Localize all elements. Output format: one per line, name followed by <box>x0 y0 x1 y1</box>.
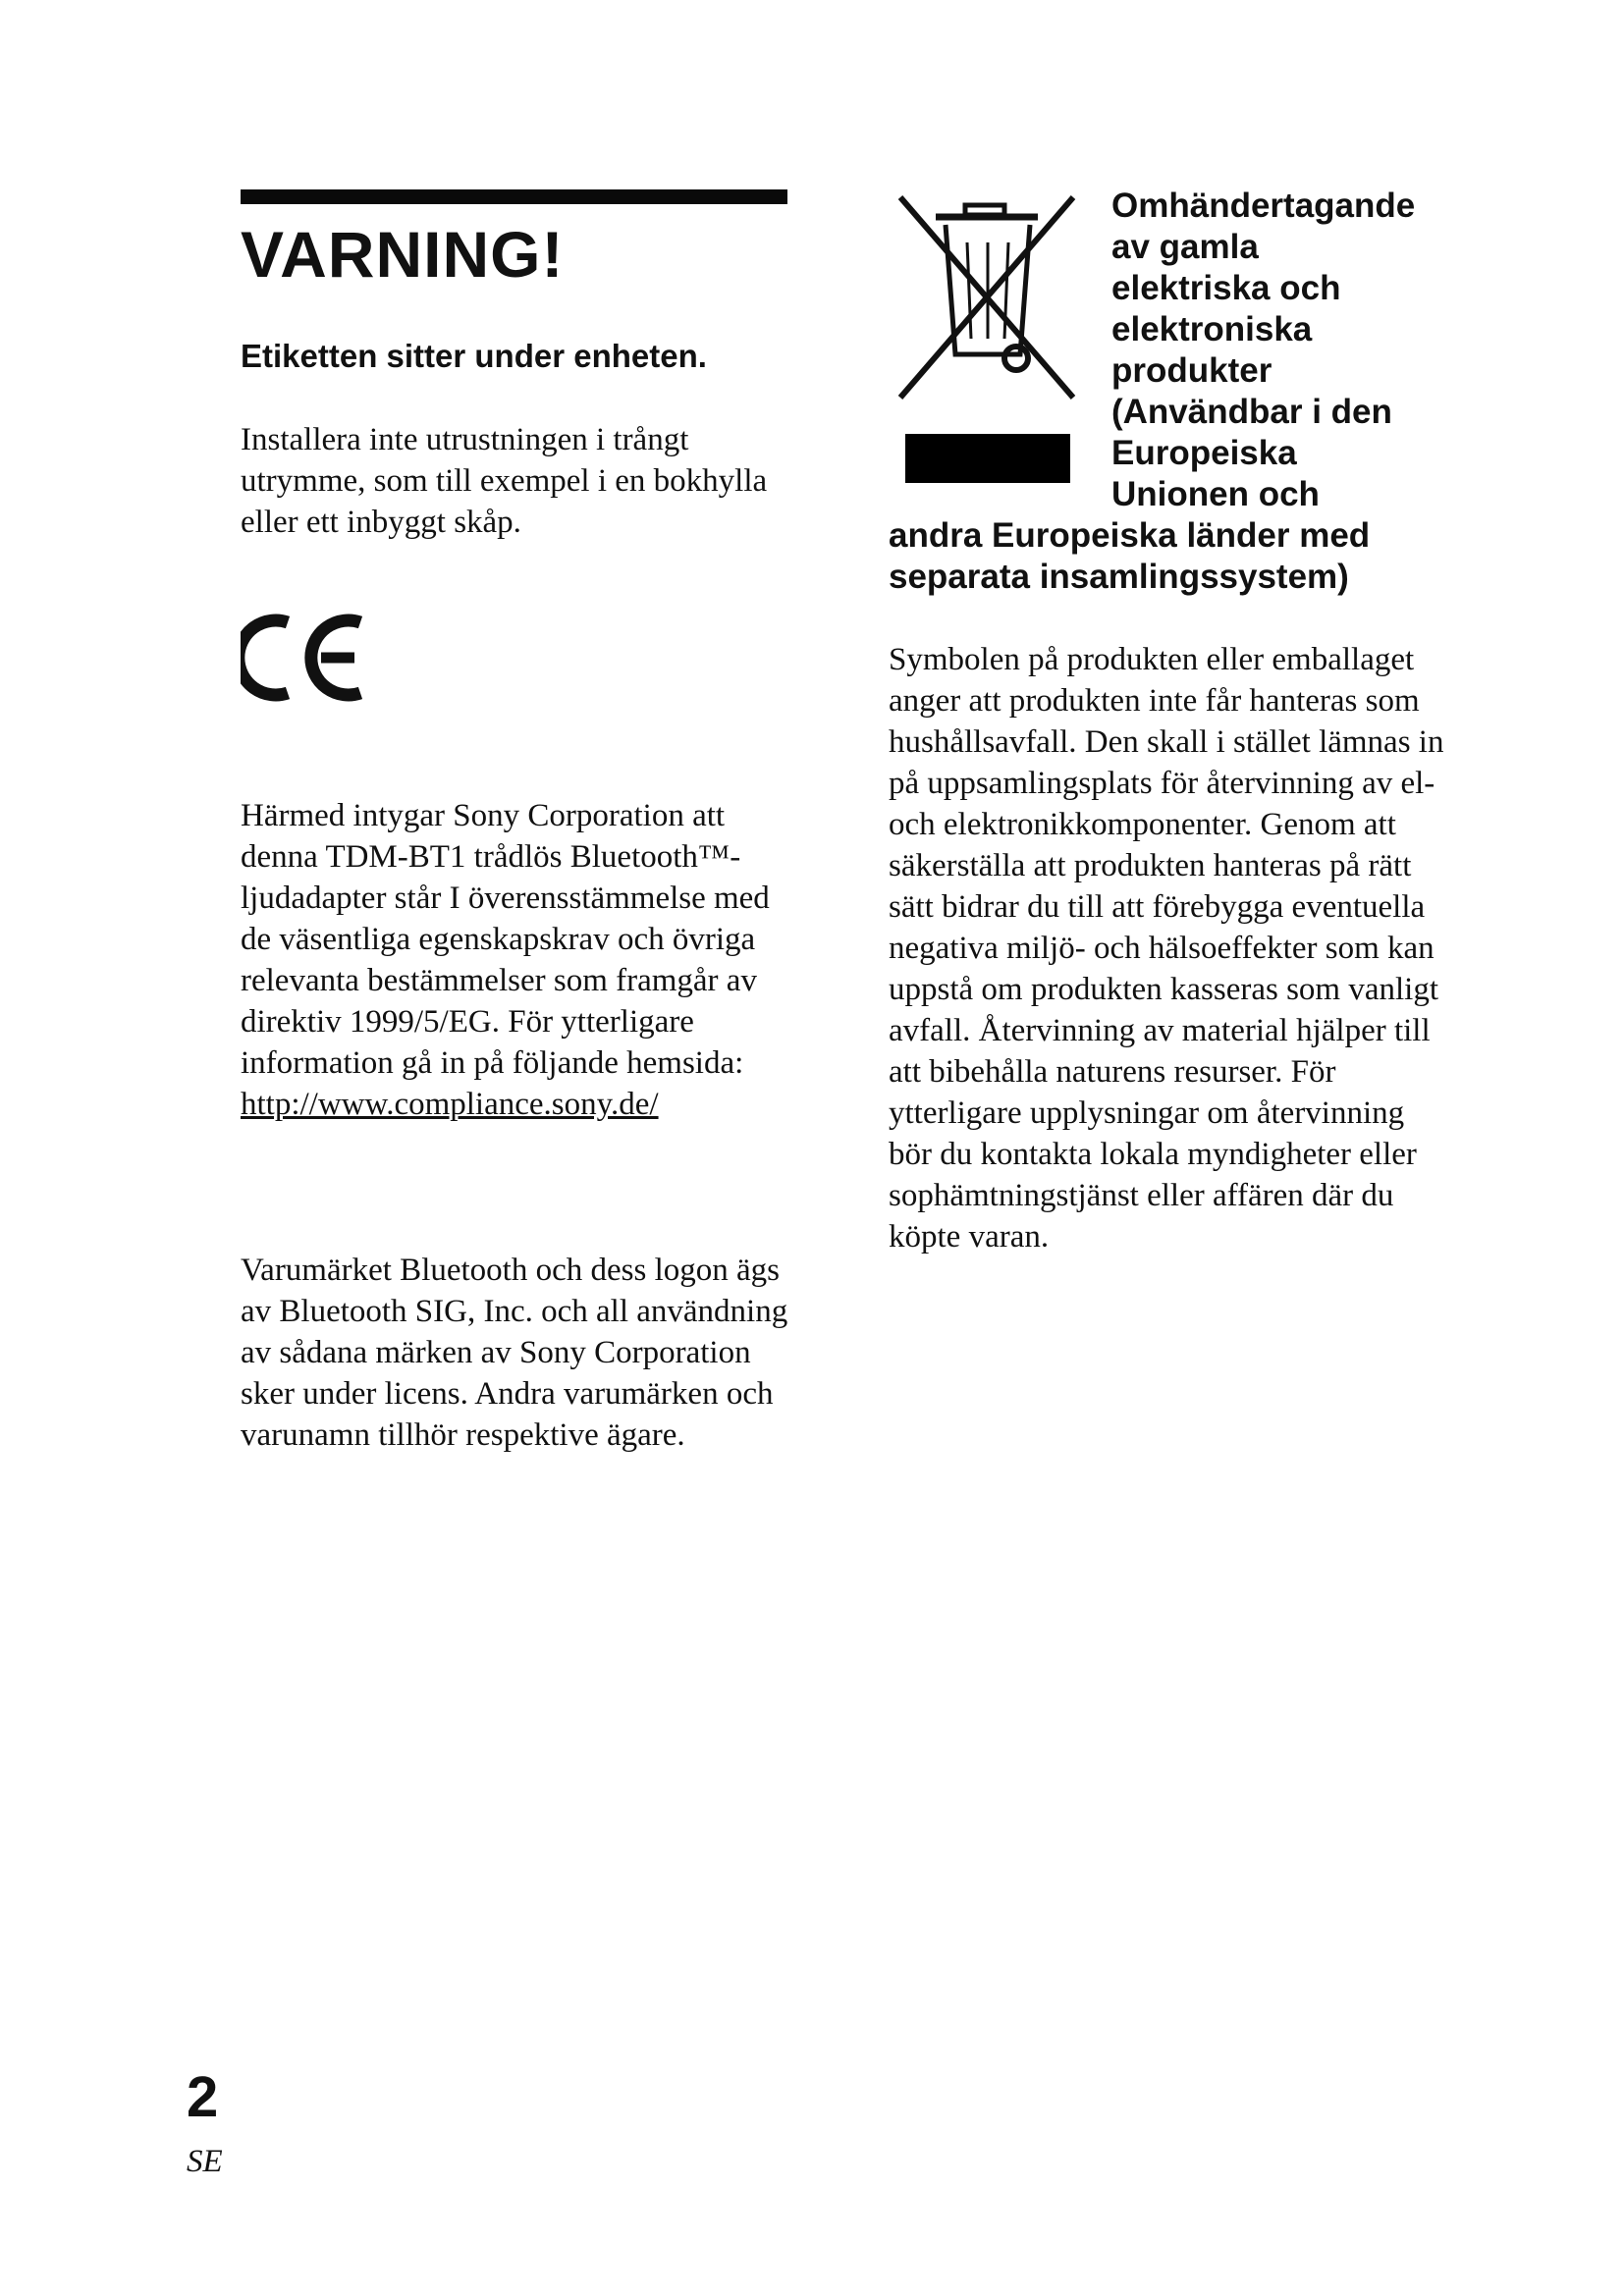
label-location-subheading: Etiketten sitter under enheten. <box>241 338 707 374</box>
ce-mark-c-shape <box>241 620 288 695</box>
disposal-heading-line: Unionen och <box>1111 475 1320 513</box>
page-number: 2 <box>187 2065 219 2129</box>
disposal-heading-line: separata insamlingssystem) <box>889 558 1349 596</box>
warning-title: VARNING! <box>241 218 565 291</box>
language-code: SE <box>187 2144 223 2179</box>
disposal-heading-line: elektriska och <box>1111 269 1341 307</box>
disposal-heading-line: av gamla <box>1111 228 1259 266</box>
install-notice-paragraph: Installera inte utrustningen i trångt utrymme, som till exempel i en bokhylla eller ett inbyggt skåp. <box>241 422 768 540</box>
disposal-heading-line: Europeiska <box>1111 434 1297 472</box>
disposal-heading-line: elektroniska <box>1111 310 1313 348</box>
conformity-declaration <box>241 795 800 1125</box>
disposal-heading-line: produkter <box>1111 351 1272 390</box>
disposal-heading-line: (Användbar i den <box>1111 393 1392 431</box>
disposal-heading <box>889 186 1443 598</box>
disposal-body-paragraph: Symbolen på produkten eller emballaget anger att produkten inte får hanteras som hushållsavfall. Den skall i stället lämnas in på uppsamlingsplats för återvinning av el- och elektronikkomponenter. Genom att säkerställa att produkten hanteras på rätt sätt bidrar du till att förebygga eventuella negativa miljö- och hälsoeffekter som kan uppstå om produkten kasseras som vanligt avfall. Återvinning av material hjälper till att bibehålla naturens resurser. För ytterligare upplysningar om återvinning bör du kontakta lokala myndigheter eller sophämtningstjänst eller affären där du köpte varan. <box>889 642 1444 1255</box>
declaration-text: Härmed intygar Sony Corporation att denna TDM-BT1 trådlös Bluetooth™-ljudadapter står I överensstämmelse med de väsentliga egenskapskrav och övriga relevanta bestämmelser som framgår av direktiv 1999/5/EG. För ytterligare information gå in på följande hemsida: <box>241 798 770 1081</box>
section-rule-bar <box>241 189 787 204</box>
trademark-paragraph: Varumärket Bluetooth och dess logon ägs av Bluetooth SIG, Inc. och all användning av sådana märken av Sony Corporation sker under licens. Andra varumärken och varunamn tillhör respektive ägare. <box>241 1253 788 1453</box>
disposal-heading-line: Omhändertagande <box>1111 187 1416 225</box>
disposal-heading-line: andra Europeiska länder med <box>889 516 1371 555</box>
compliance-link[interactable]: http://www.compliance.sony.de/ <box>241 1087 659 1122</box>
ce-mark-icon <box>241 609 378 707</box>
